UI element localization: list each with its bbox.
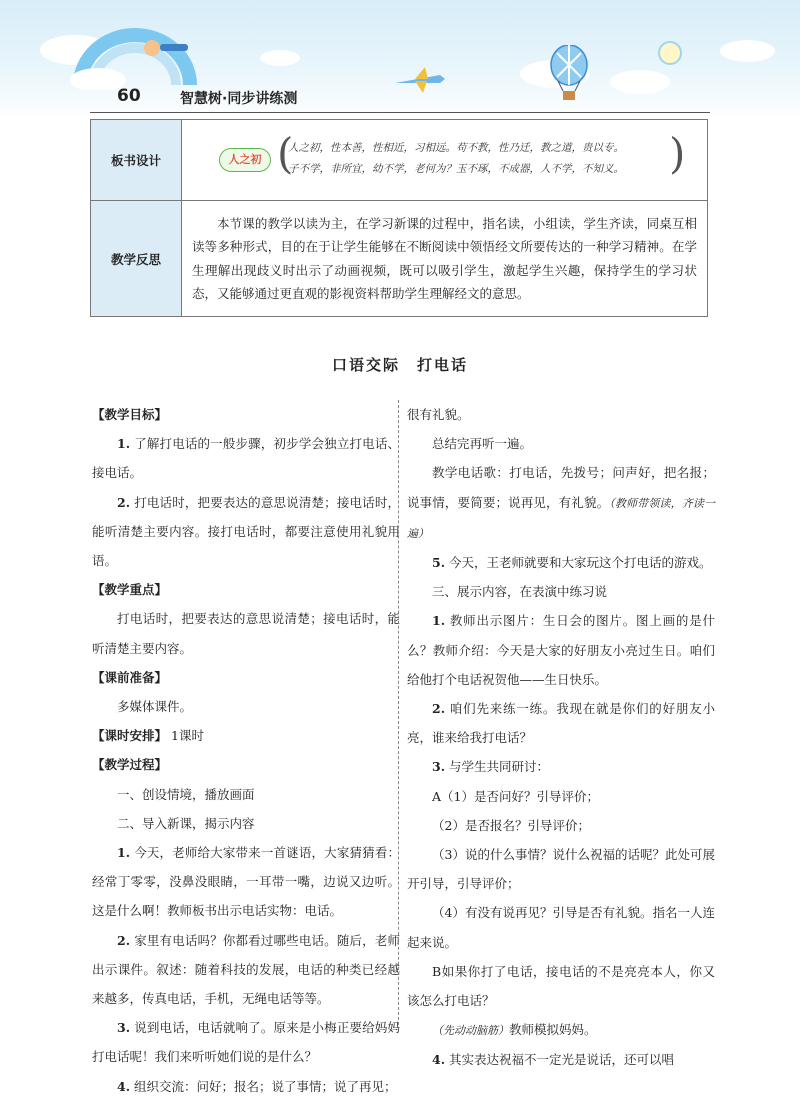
discussion-a2: （2）是否报名？引导评价；: [432, 817, 590, 833]
right-item-5-number: 5.: [432, 555, 446, 571]
page-number: 60: [117, 86, 141, 106]
page-header: [0, 0, 800, 120]
section-title: 口语交际 打电话: [331, 356, 468, 374]
phone-song: [407, 458, 715, 548]
prep-heading: 【课前准备】: [92, 669, 168, 685]
goal-2-text: 打电话时，把要表达的意思说清楚；接电话时，能听清楚主要内容。接打电话时，都要注意使用礼貌用语。: [92, 494, 400, 569]
goal-heading: 【教学目标】: [92, 407, 168, 422]
process-1-text: 今天，老师给大家带来一首谜语，大家猜猜看：经常丁零零，没鼻没眼睛，一耳带一嘴，边说又边听。这是什么啊！教师板书出示电话实物：电话。: [92, 845, 400, 919]
process-1-number: 1.: [117, 845, 131, 861]
right-item-2-number: 2.: [432, 701, 446, 717]
phone-song-text: 教学电话歌：打电话，先拨号；问声好，把名报；说事情，要简要；说再见，有礼貌。: [407, 465, 715, 510]
hot-air-balloon-illustration: [548, 45, 590, 105]
right-item-3-number: 3.: [432, 759, 446, 775]
reflection-label: 教学反思: [91, 201, 182, 317]
right-brace: ): [669, 129, 686, 178]
right-item-5: [407, 548, 715, 577]
left-column: [92, 400, 400, 1101]
key-heading: 【教学重点】: [92, 582, 168, 598]
goal-1: [92, 429, 400, 487]
sun-icon: [655, 38, 685, 68]
process-3: [92, 1013, 400, 1071]
discussion-b: B如果你打了电话，接电话的不是亮亮本人，你又该怎么打电话？: [407, 963, 715, 1009]
board-design-label: 板书设计: [91, 120, 182, 201]
process-1: [92, 838, 400, 926]
right-item-3-text: 与学生共同研讨：: [449, 759, 550, 775]
prep-text: 多媒体课件。: [117, 699, 193, 715]
process-2-text: 家里有电话吗？你都看过哪些电话。随后，老师出示课件。叙述：随着科技的发展，电话的种类已经越来越多，传真电话，手机，无绳电话等等。: [92, 932, 400, 1007]
step-3: 三、展示内容，在表演中练习说: [432, 584, 608, 600]
goal-2-number: 2.: [117, 494, 131, 510]
discussion-a4: （4）有没有说再见？引导是否有礼貌。指名一人连起来说。: [407, 905, 715, 950]
goal-2: [92, 488, 400, 576]
discussion-a3: （3）说的什么事情？说什么祝福的话呢？此处可展开引导，引导评价；: [407, 847, 715, 892]
right-item-4: [407, 1045, 715, 1074]
right-item-2-text: 咱们先来练一练。我现在就是你们的好朋友小亮，谁来给我打电话？: [407, 701, 715, 746]
rainbow-cloud-illustration: [70, 20, 200, 90]
column-divider: [398, 400, 399, 1025]
right-item-5-text: 今天，王老师就要和大家玩这个打电话的游戏。: [449, 555, 712, 571]
step-1: 一、创设情境，播放画面: [117, 786, 255, 802]
right-line-2: 总结完再听一遍。: [432, 436, 533, 452]
key-text: 打电话时，把要表达的意思说清楚；接电话时，能听清楚主要内容。: [92, 611, 400, 656]
process-3-number: 3.: [117, 1020, 131, 1036]
process-2-number: 2.: [117, 932, 131, 948]
right-item-1-text: 教师出示图片：生日会的图片。图上画的是什么？教师介绍：今天是大家的好朋友小亮过生日。咱们给他打个电话祝贺他——生日快乐。: [407, 613, 715, 687]
process-4-number: 4.: [117, 1078, 131, 1094]
process-4: [92, 1072, 400, 1101]
step-2: 二、导入新课，揭示内容: [117, 815, 255, 831]
right-item-2: [407, 694, 715, 752]
reflection-text: 本节课的教学以读为主，在学习新课的过程中，指名读，小组读，学生齐读，同桌互相读等多种形式，目的在于让学生能够在不断阅读中领悟经文所要传达的一种学习精神。在学生理解出现歧义时出示了动画视频，既可以吸引学生，激起学生兴趣，保持学生的学习状态，又能够通过更直观的影视资料帮助学生理解经文的意思。: [182, 201, 708, 317]
header-rule: [90, 112, 710, 113]
right-item-4-text: 其实表达祝福不一定光是说话，还可以唱: [449, 1052, 675, 1068]
right-column: [407, 400, 715, 1075]
process-heading: 【教学过程】: [92, 757, 168, 773]
reflection-row: [91, 201, 708, 317]
time-line: [92, 721, 400, 750]
goal-1-text: 了解打电话的一般步骤，初步学会独立打电话、接电话。: [92, 436, 400, 481]
mother-roleplay-note: （先动动脑筋）: [432, 1024, 509, 1038]
right-line-1: 很有礼貌。: [407, 407, 470, 422]
board-line-1: 人之初，性本善，性相近，习相远。苟不教，性乃迁，教之道，贵以专。: [288, 142, 624, 154]
process-3-text: 说到电话，电话就响了。原来是小梅正要给妈妈打电话呢！我们来听听她们说的是什么？: [92, 1020, 400, 1065]
board-line-2: 子不学，非所宜，幼不学，老何为？玉不琢，不成器，人不学，不知义。: [288, 163, 624, 175]
board-design-text: [288, 138, 624, 180]
left-brace: (: [277, 129, 294, 178]
mother-roleplay-text: 教师模拟妈妈。: [509, 1022, 597, 1038]
right-item-1-number: 1.: [432, 613, 446, 629]
time-text: 1课时: [171, 728, 204, 744]
process-4-text: 组织交流：问好；报名；说了事情；说了再见；: [134, 1078, 397, 1094]
board-design-cell: [182, 120, 708, 201]
airplane-illustration: [390, 65, 450, 95]
board-design-row: [91, 120, 708, 201]
discussion-a1: A（1）是否问好？引导评价；: [432, 788, 599, 804]
right-item-4-number: 4.: [432, 1052, 446, 1068]
process-2: [92, 926, 400, 1014]
goal-1-number: 1.: [117, 436, 131, 452]
lesson-table: [90, 119, 708, 317]
time-heading: 【课时安排】: [92, 728, 168, 744]
book-title: 智慧树·同步讲练测: [180, 91, 298, 107]
board-design-tag: 人之初: [219, 148, 271, 172]
right-item-1: [407, 606, 715, 694]
right-item-3: [407, 752, 715, 781]
mother-roleplay: [407, 1015, 715, 1045]
phone-song-note: （教师带领读，齐读一遍）: [407, 496, 715, 540]
